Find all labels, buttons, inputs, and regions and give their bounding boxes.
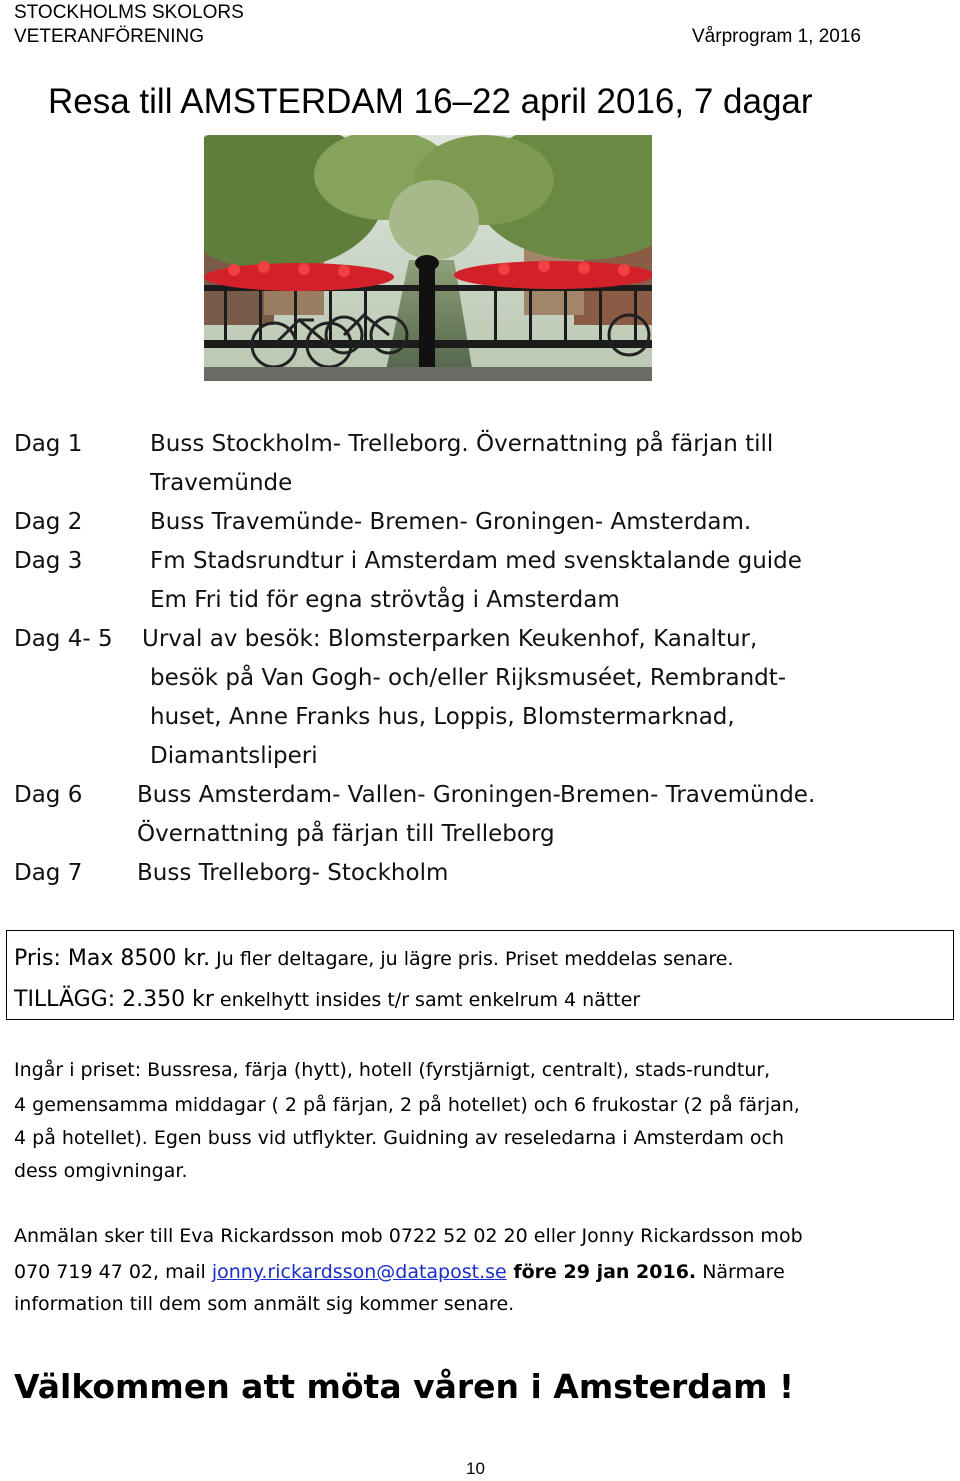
day-label: Dag 2: [14, 509, 83, 535]
included-text: dess omgivningar.: [14, 1160, 188, 1182]
day-description: Buss Amsterdam- Vallen- Groningen-Bremen- Travemünde.: [137, 782, 816, 808]
page-number: 10: [466, 1459, 485, 1478]
included-text: 4 gemensamma middagar ( 2 på färjan, 2 på hotellet) och 6 frukostar (2 på färjan,: [14, 1094, 800, 1116]
day-description: Buss Travemünde- Bremen- Groningen- Amsterdam.: [150, 509, 752, 535]
registration-text: information till dem som anmält sig kommer senare.: [14, 1293, 515, 1315]
day-description: besök på Van Gogh- och/eller Rijksmuséet, Rembrandt-: [150, 665, 787, 691]
organization-name-line1: STOCKHOLMS SKOLORS: [14, 2, 244, 23]
price-label: Pris: Max 8500 kr.: [14, 946, 211, 971]
amsterdam-canal-photo: [204, 135, 652, 381]
day-description: huset, Anne Franks hus, Loppis, Blomstermarknad,: [150, 704, 735, 730]
included-text: 4 på hotellet). Egen buss vid utflykter. Guidning av reseledarna i Amsterdam och: [14, 1127, 785, 1149]
day-description: Fm Stadsrundtur i Amsterdam med svensktalande guide: [150, 548, 802, 574]
day-label: Dag 6: [14, 782, 83, 808]
day-description: Buss Stockholm- Trelleborg. Övernattning på färjan till: [150, 431, 774, 457]
day-description: Övernattning på färjan till Trelleborg: [137, 821, 555, 847]
day-description: Diamantsliperi: [150, 743, 318, 769]
email-link[interactable]: jonny.rickardsson@datapost.se: [211, 1261, 507, 1283]
registration-deadline: före 29 jan 2016.: [506, 1261, 697, 1283]
day-label: Dag 1: [14, 431, 83, 457]
included-text: Ingår i priset: Bussresa, färja (hytt), hotell (fyrstjärnigt, centralt), stads-rundtur,: [14, 1059, 771, 1081]
supplement-label: TILLÄGG: 2.350 kr: [14, 987, 214, 1012]
page-title: Resa till AMSTERDAM 16–22 april 2016, 7 dagar: [48, 82, 813, 121]
registration-line2: [14, 1256, 785, 1289]
day-description: Buss Trelleborg- Stockholm: [137, 860, 449, 886]
registration-prefix: 070 719 47 02, mail: [14, 1261, 212, 1283]
supplement-text: enkelhytt insides t/r samt enkelrum 4 nätter: [213, 989, 641, 1011]
organization-name-line2: VETERANFÖRENING: [14, 26, 205, 47]
day-label: Dag 4- 5: [14, 626, 113, 652]
welcome-heading: Välkommen att möta våren i Amsterdam !: [14, 1367, 795, 1406]
day-description: Travemünde: [150, 470, 293, 496]
program-label: Vårprogram 1, 2016: [692, 26, 861, 47]
day-description: Em Fri tid för egna strövtåg i Amsterdam: [150, 587, 620, 613]
day-description: Urval av besök: Blomsterparken Keukenhof, Kanaltur,: [142, 626, 758, 652]
price-line: [14, 946, 734, 971]
price-note: Ju fler deltagare, ju lägre pris. Priset meddelas senare.: [210, 948, 734, 970]
registration-text: Anmälan sker till Eva Rickardsson mob 0722 52 02 20 eller Jonny Rickardsson mob: [14, 1225, 803, 1247]
registration-suffix: Närmare: [696, 1261, 785, 1283]
supplement-line: [14, 987, 640, 1012]
day-label: Dag 3: [14, 548, 83, 574]
day-label: Dag 7: [14, 860, 83, 886]
